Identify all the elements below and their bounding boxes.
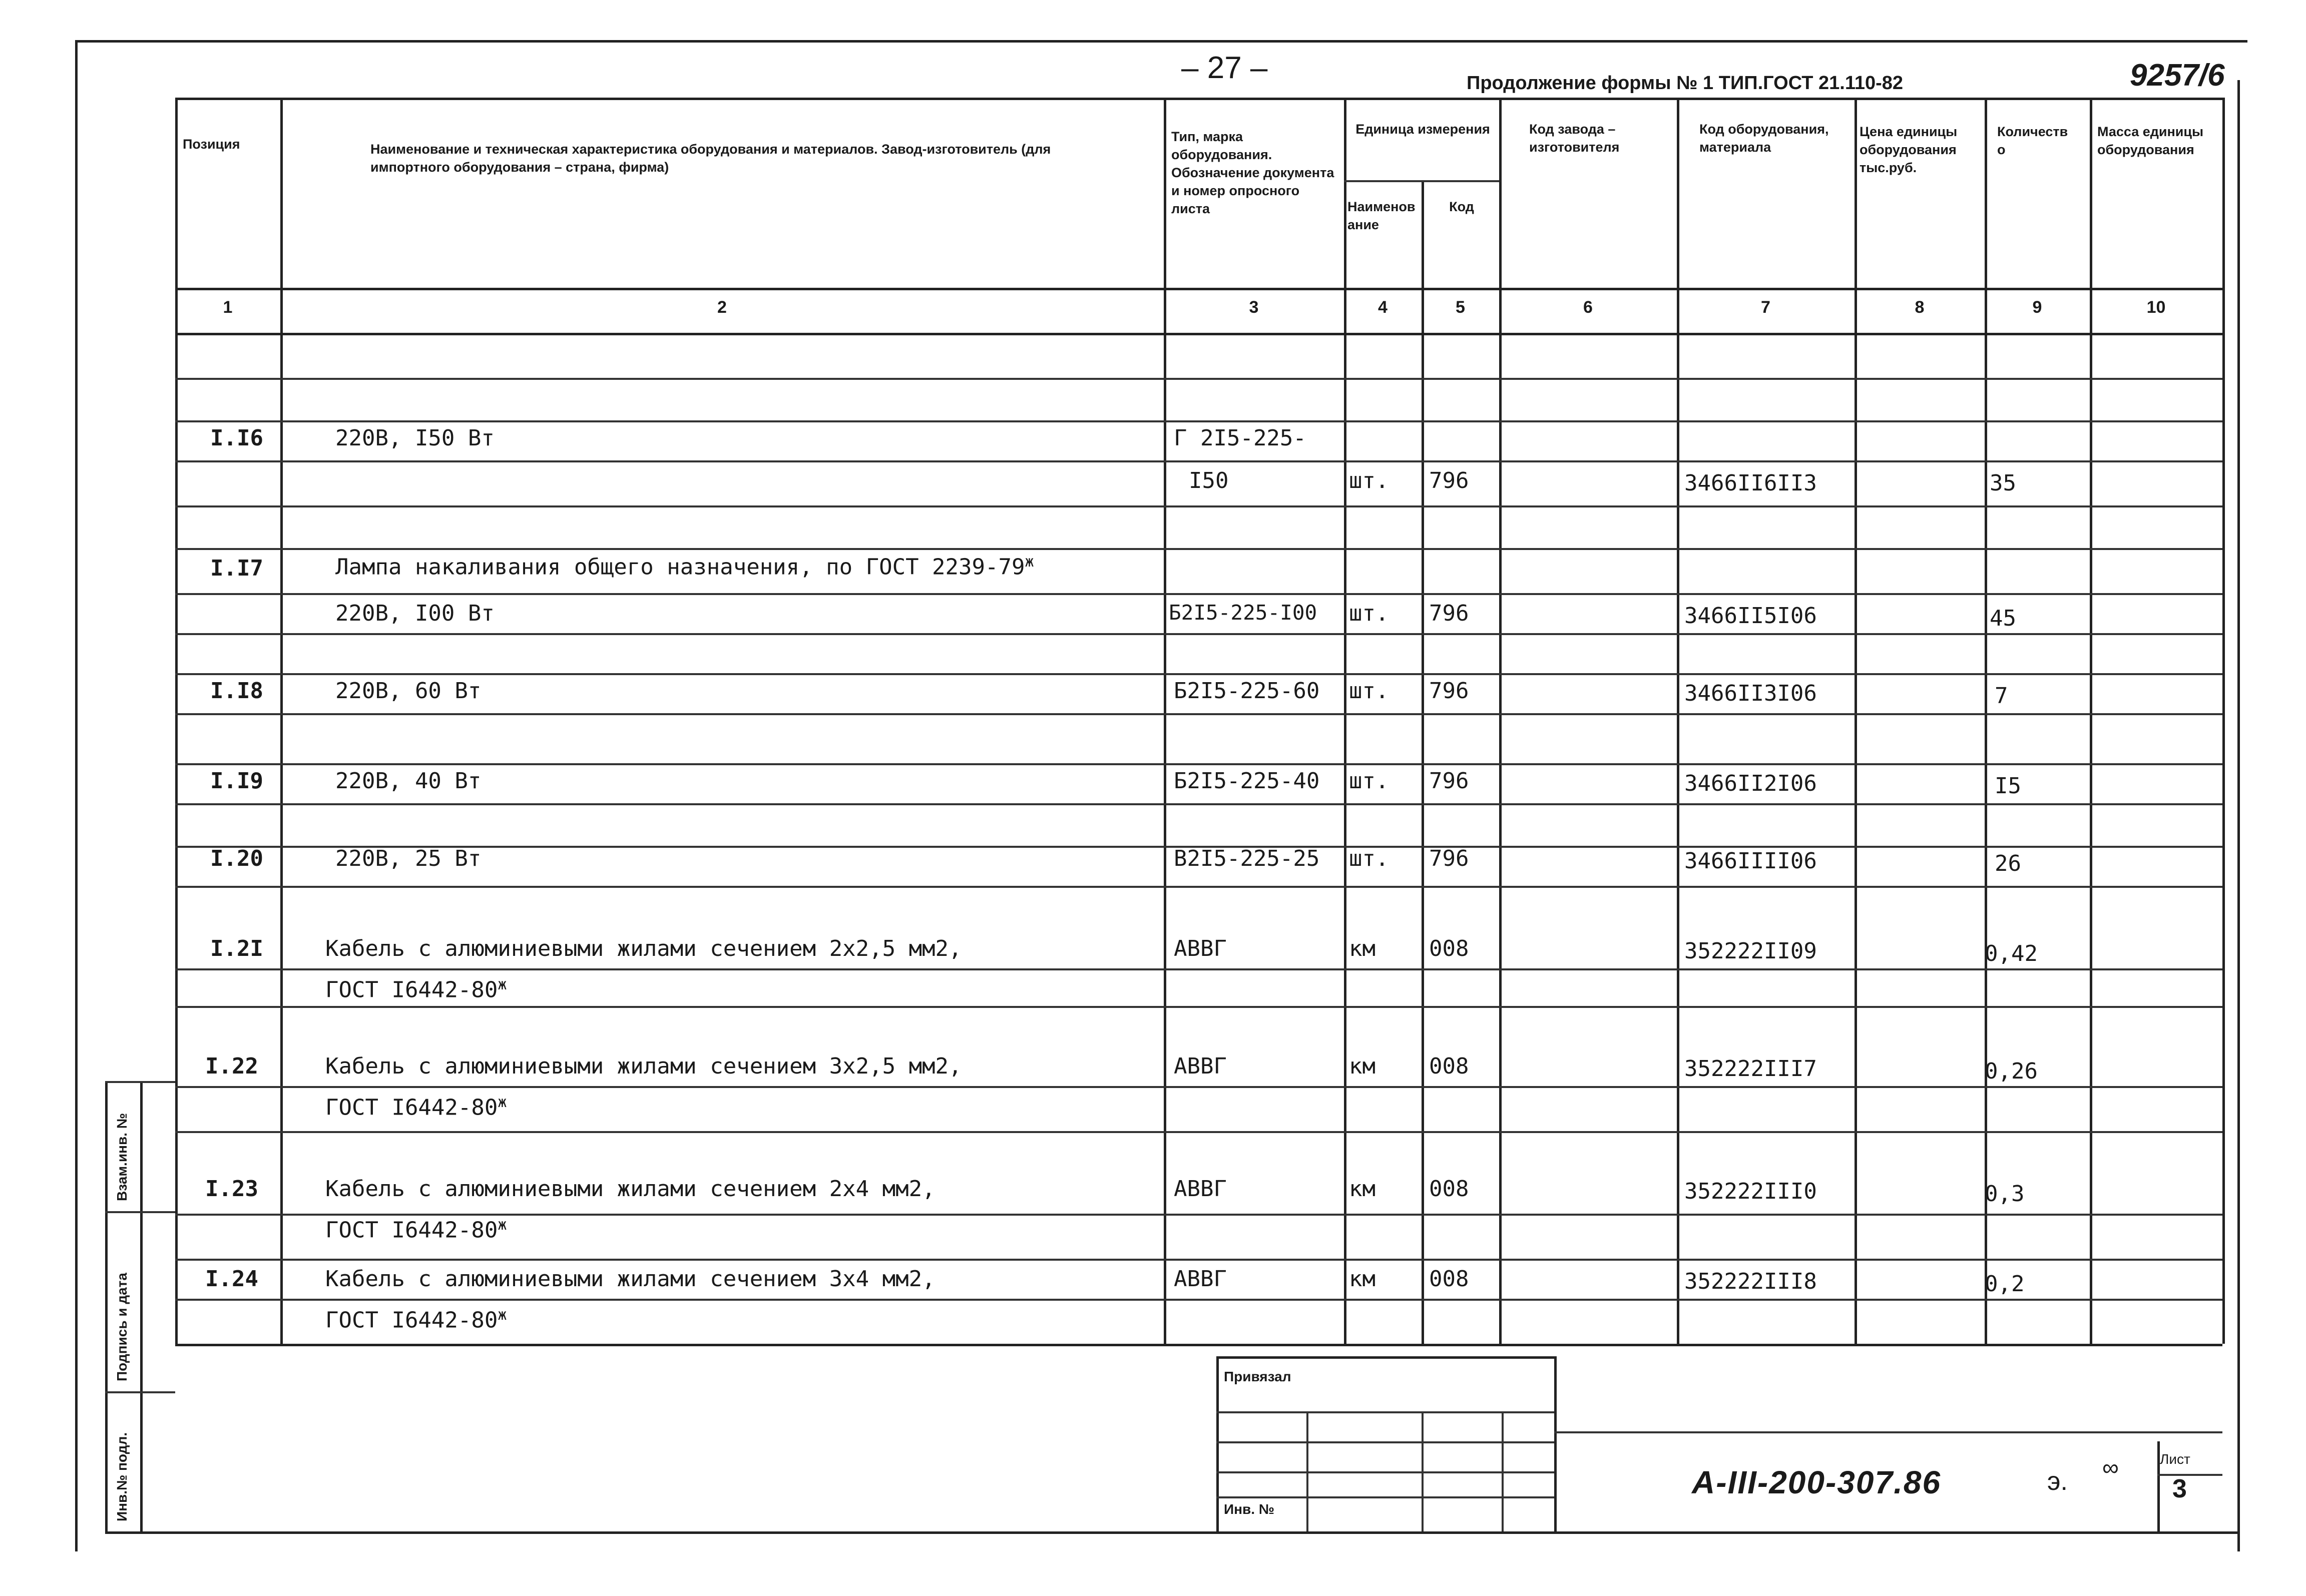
stamp-e-label: э. — [2047, 1467, 2068, 1496]
row-unit: км — [1349, 1176, 1375, 1202]
side-strip-line — [105, 1211, 175, 1213]
row-position: I.2I — [210, 936, 263, 961]
header-unit-name: Наименование — [1347, 199, 1416, 232]
doc-stamp-number: 9257/6 — [2130, 58, 2225, 93]
colnum-3: 3 — [1249, 298, 1259, 317]
row-line — [175, 1299, 2222, 1301]
side-label-vzam: Взам.инв. № — [114, 1113, 130, 1201]
table-top — [175, 98, 2222, 100]
stamp-right — [1554, 1356, 1557, 1531]
col-line-5 — [1499, 98, 1502, 1344]
row-position: I.23 — [205, 1176, 258, 1202]
row-line — [175, 378, 2222, 380]
row-unit: км — [1349, 1266, 1375, 1292]
stamp-left — [1216, 1356, 1219, 1531]
row-quantity: 0,3 — [1985, 1181, 2025, 1207]
row-type: Г 2I5-225- — [1174, 425, 1306, 451]
doc-code: А-III-200-307.86 — [1692, 1464, 1942, 1500]
col-line-1 — [280, 98, 283, 1344]
row-type: В2I5-225-25 — [1174, 846, 1320, 871]
row-position: I.I6 — [210, 425, 263, 451]
row-position: I.I8 — [210, 678, 263, 704]
stamp-col — [1422, 1411, 1424, 1531]
row-unit: км — [1349, 936, 1375, 961]
row-type: Б2I5-225-60 — [1174, 678, 1320, 704]
row-name: 220В, 60 Вт — [335, 678, 482, 704]
row-unit-code: 796 — [1429, 768, 1469, 794]
row-line — [175, 1214, 2222, 1216]
row-name — [325, 1216, 507, 1243]
side-strip-left — [105, 1081, 108, 1531]
row-name: 220В, I00 Вт — [335, 601, 495, 626]
row-equipment-code: 352222III7 — [1684, 1056, 1817, 1082]
colnum-4: 4 — [1378, 298, 1388, 317]
row-unit-code: 796 — [1429, 846, 1469, 871]
row-line — [175, 460, 2222, 462]
stamp-col — [1502, 1411, 1504, 1531]
colnum-1: 1 — [223, 298, 233, 317]
frame-right — [2237, 80, 2240, 1551]
row-line — [175, 713, 2222, 715]
header-quantity: Количество — [1997, 124, 2068, 157]
row-equipment-code: 3466IIII06 — [1684, 848, 1817, 874]
stamp-privyazal: Привязал — [1224, 1369, 1291, 1384]
row-unit-code: 008 — [1429, 1176, 1469, 1202]
row-equipment-code: 3466II3I06 — [1684, 681, 1817, 706]
col-line-9 — [2090, 98, 2092, 1344]
col-line-2 — [1164, 98, 1166, 1344]
row-line — [175, 593, 2222, 595]
row-unit: шт. — [1349, 468, 1389, 493]
sheet-box-line — [2157, 1474, 2222, 1476]
row-unit-code: 008 — [1429, 936, 1469, 961]
header-equipment-code: Код оборудования, материала — [1699, 122, 1829, 155]
row-type: АВВГ — [1174, 1266, 1227, 1292]
row-name-text: ГОСТ I6442-80 — [325, 977, 498, 1003]
stamp-inv: Инв. № — [1224, 1501, 1275, 1517]
sheet-label: Лист — [2160, 1451, 2190, 1467]
side-strip-line — [105, 1391, 175, 1393]
header-bottom — [175, 288, 2222, 290]
row-name — [335, 553, 1034, 580]
row-type: АВВГ — [1174, 1053, 1227, 1079]
row-line — [175, 673, 2222, 675]
row-unit-code: 796 — [1429, 601, 1469, 626]
unit-split — [1344, 180, 1499, 182]
col-line-10 — [2222, 98, 2225, 1344]
colnum-6: 6 — [1583, 298, 1593, 317]
row-line — [175, 1131, 2222, 1133]
header-position: Позиция — [183, 137, 240, 152]
colnum-10: 10 — [2146, 298, 2166, 317]
row-quantity: I5 — [1995, 773, 2021, 799]
colnum-7: 7 — [1761, 298, 1770, 317]
row-name: 220В, 40 Вт — [335, 768, 482, 794]
row-name — [325, 1306, 507, 1333]
stamp-top — [1216, 1356, 1554, 1359]
row-position: I.I7 — [210, 556, 263, 581]
header-unit: Единица измерения — [1355, 122, 1490, 137]
sheet-number: 3 — [2172, 1474, 2187, 1503]
row-equipment-code: 352222II09 — [1684, 938, 1817, 964]
row-name — [325, 1094, 507, 1121]
header-mass: Масса единицы оборудования — [2097, 124, 2204, 157]
header-type: Тип, марка оборудования. Обозначение документа и номер опросного листа — [1171, 129, 1334, 216]
superscript-mark: ж — [498, 1216, 507, 1234]
row-name-text: ГОСТ I6442-80 — [325, 1217, 498, 1243]
row-position: I.20 — [210, 846, 263, 871]
col-line-4 — [1422, 180, 1424, 1344]
row-quantity: 45 — [1990, 606, 2016, 631]
row-line — [175, 1259, 2222, 1261]
row-position: I.24 — [205, 1266, 258, 1292]
row-position: I.22 — [205, 1053, 258, 1079]
stamp-col — [1306, 1411, 1308, 1531]
colnum-bottom — [175, 333, 2222, 335]
row-name-text: ГОСТ I6442-80 — [325, 1307, 498, 1333]
frame-left — [75, 40, 78, 1551]
side-label-podpis: Подпись и дата — [114, 1273, 130, 1381]
row-quantity: 0,26 — [1985, 1058, 2038, 1084]
stamp-right-line — [1554, 1431, 2222, 1433]
bottom-frame — [105, 1531, 2237, 1534]
row-type: АВВГ — [1174, 936, 1227, 961]
superscript-mark: ж — [498, 976, 507, 993]
row-name — [325, 976, 507, 1003]
row-line — [175, 420, 2222, 422]
header-unit-code: Код — [1449, 199, 1474, 214]
col-line-3 — [1344, 98, 1346, 1344]
row-line — [175, 968, 2222, 970]
row-name: 220В, 25 Вт — [335, 846, 482, 871]
row-equipment-code: 3466II6II3 — [1684, 470, 1817, 496]
row-line — [175, 1006, 2222, 1008]
colnum-9: 9 — [2032, 298, 2042, 317]
row-unit: шт. — [1349, 678, 1389, 704]
row-unit: шт. — [1349, 601, 1389, 626]
superscript-mark: ж — [498, 1094, 507, 1111]
row-line — [175, 1086, 2222, 1088]
row-unit-code: 008 — [1429, 1053, 1469, 1079]
row-line — [175, 505, 2222, 507]
row-equipment-code: 3466II2I06 — [1684, 771, 1817, 796]
row-unit-code: 796 — [1429, 678, 1469, 704]
row-equipment-code: 3466II5I06 — [1684, 603, 1817, 629]
row-type: I50 — [1189, 468, 1229, 493]
row-unit-code: 008 — [1429, 1266, 1469, 1292]
row-line — [175, 548, 2222, 550]
row-line — [175, 803, 2222, 805]
superscript-mark: ж — [498, 1306, 507, 1324]
table-bottom — [175, 1344, 2222, 1346]
row-name: Кабель с алюминиевыми жилами сечением 2х4 мм2, — [325, 1176, 936, 1202]
row-quantity: 35 — [1990, 470, 2016, 496]
table-left — [175, 98, 178, 1344]
colnum-8: 8 — [1915, 298, 1925, 317]
row-quantity: 7 — [1995, 683, 2008, 709]
row-type: АВВГ — [1174, 1176, 1227, 1202]
row-name: Кабель с алюминиевыми жилами сечением 3х2,5 мм2, — [325, 1053, 962, 1079]
header-factory-code: Код завода – изготовителя — [1529, 122, 1620, 155]
colnum-2: 2 — [717, 298, 727, 317]
row-quantity: 26 — [1995, 851, 2021, 876]
row-position: I.I9 — [210, 768, 263, 794]
col-line-7 — [1855, 98, 1857, 1344]
row-quantity: 0,42 — [1985, 941, 2038, 966]
row-name: Кабель с алюминиевыми жилами сечением 3х4 мм2, — [325, 1266, 936, 1292]
row-equipment-code: 352222III8 — [1684, 1269, 1817, 1294]
row-name-text: Лампа накаливания общего назначения, по ГОСТ 2239-79 — [335, 554, 1025, 580]
col-line-8 — [1985, 98, 1987, 1344]
frame-top — [75, 40, 2247, 43]
row-unit: шт. — [1349, 846, 1389, 871]
header-name: Наименование и техническая характеристика оборудования и материалов. Завод-изготовитель (для импортного оборудования – страна, фирма) — [370, 142, 1051, 175]
col-line-6 — [1677, 98, 1679, 1344]
side-label-inv: Инв.№ подл. — [114, 1432, 130, 1521]
row-unit: км — [1349, 1053, 1375, 1079]
side-strip-mid — [140, 1081, 143, 1531]
row-line — [175, 633, 2222, 635]
row-name: 220В, I50 Вт — [335, 425, 495, 451]
row-type: Б2I5-225-I00 — [1169, 601, 1317, 625]
side-strip-line — [105, 1081, 175, 1083]
page-number: – 27 – — [1181, 51, 1268, 85]
row-unit-code: 796 — [1429, 468, 1469, 493]
row-equipment-code: 352222III0 — [1684, 1179, 1817, 1204]
row-quantity: 0,2 — [1985, 1271, 2025, 1297]
row-type: Б2I5-225-40 — [1174, 768, 1320, 794]
row-line — [175, 763, 2222, 765]
colnum-5: 5 — [1456, 298, 1465, 317]
superscript-mark: ж — [1025, 553, 1034, 571]
row-name-text: ГОСТ I6442-80 — [325, 1095, 498, 1121]
row-unit: шт. — [1349, 768, 1389, 794]
stamp-mark: ∞ — [2102, 1454, 2119, 1480]
row-line — [175, 886, 2222, 888]
header-price: Цена единицы оборудования тыс.руб. — [1860, 124, 1958, 175]
row-name: Кабель с алюминиевыми жилами сечением 2х2,5 мм2, — [325, 936, 962, 961]
form-continuation: Продолжение формы № 1 ТИП.ГОСТ 21.110-82 — [1467, 73, 1904, 94]
